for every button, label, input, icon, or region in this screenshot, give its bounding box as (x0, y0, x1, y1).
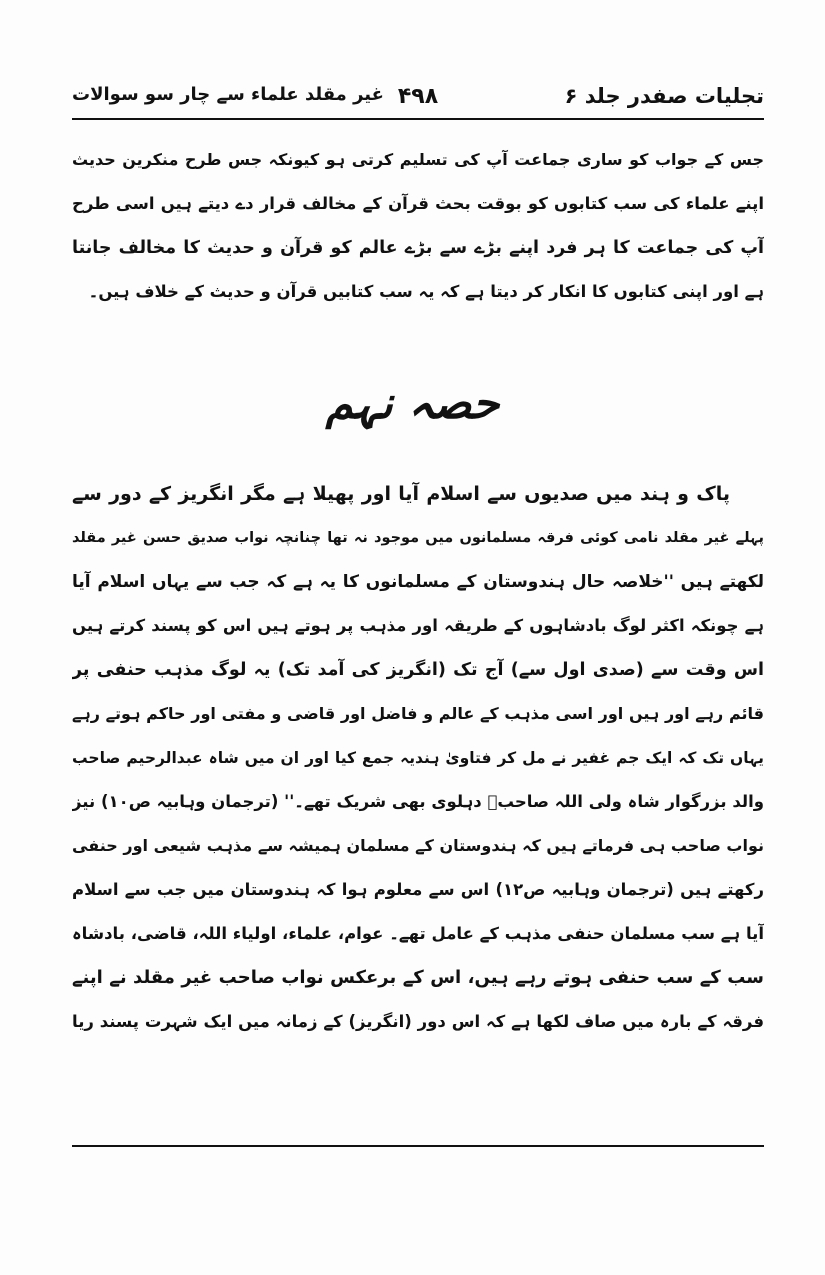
text-line: اس وقت سے (صدی اول سے) آج تک (انگریز کی آمد تک) یہ لوگ مذہب حنفی پر (72, 660, 764, 680)
text-line: آپ کی جماعت کا ہر فرد اپنے بڑے سے بڑے عالم کو قرآن و حدیث کا مخالف جانتا (72, 238, 764, 258)
text-line: ہے چونکہ اکثر لوگ بادشاہوں کے طریقہ اور مذہب پر ہوتے ہیں اس کو پسند کرتے ہیں (72, 616, 764, 635)
text-line: رکھتے ہیں (ترجمان وہابیہ ص۱۲) اس سے معلوم ہوا کہ ہندوستان میں جب سے اسلام (72, 880, 764, 899)
chapter-title: غیر مقلد علماء سے چار سو سوالات (72, 84, 384, 105)
text-line: لکھتے ہیں ''خلاصہ حال ہندوستان کے مسلمانوں کا یہ ہے کہ جب سے یہاں اسلام آیا (72, 572, 764, 592)
text-line: نواب صاحب ہی فرماتے ہیں کہ ہندوستان کے مسلمان ہمیشہ سے مذہب شیعی اور حنفی (72, 836, 764, 855)
section-heading: حصہ نہم (325, 378, 500, 429)
text-line: پاک و ہند میں صدیوں سے اسلام آیا اور پھیلا ہے مگر انگریز کے دور سے (72, 483, 730, 505)
paragraph-2 (72, 472, 764, 1044)
text-line: یہاں تک کہ ایک جم غفیر نے مل کر فتاویٰ ہندیہ جمع کیا اور ان میں شاہ عبدالرحیم صاحب (72, 749, 764, 767)
text-line: پہلے غیر مقلد نامی کوئی فرقہ مسلمانوں میں موجود نہ تھا چنانچہ نواب صدیق حسن غیر مقلد (72, 530, 764, 546)
text-line: والد بزرگوار شاہ ولی اللہ صاحبؒ دہلوی بھی شریک تھے۔'' (ترجمان وہابیہ ص۱۰) نیز (72, 792, 764, 811)
text-line: فرقہ کے بارہ میں صاف لکھا ہے کہ اس دور (انگریز) کے زمانہ میں ایک شہرت پسند ریا (72, 1012, 764, 1031)
page-number: ۴۹۸ (397, 84, 439, 109)
header-rule (72, 118, 764, 120)
text-line: اپنے علماء کی سب کتابوں کو بوقت بحث قرآن کے مخالف قرار دے دیتے ہیں اسی طرح (72, 194, 764, 213)
text-line: جس کے جواب کو ساری جماعت آپ کی تسلیم کرتی ہو کیونکہ جس طرح منکرین حدیث (72, 150, 764, 169)
text-line: سب کے سب حنفی ہوتے رہے ہیں، اس کے برعکس نواب صاحب غیر مقلد نے اپنے (72, 967, 764, 988)
footer-rule (72, 1145, 764, 1147)
paragraph-1 (72, 138, 764, 314)
text-line: ہے اور اپنی کتابوں کا انکار کر دیتا ہے کہ یہ سب کتابیں قرآن و حدیث کے خلاف ہیں۔ (88, 282, 764, 301)
page-header (72, 84, 764, 112)
text-line: قائم رہے اور ہیں اور اسی مذہب کے عالم و فاضل اور قاضی و مفتی اور حاکم ہوتے رہے (72, 704, 764, 723)
book-title: تجلیات صفدر جلد ۶ (564, 84, 764, 108)
text-line: آیا ہے سب مسلمان حنفی مذہب کے عامل تھے۔ عوام، علماء، اولیاء اللہ، قاضی، بادشاہ (72, 924, 764, 943)
